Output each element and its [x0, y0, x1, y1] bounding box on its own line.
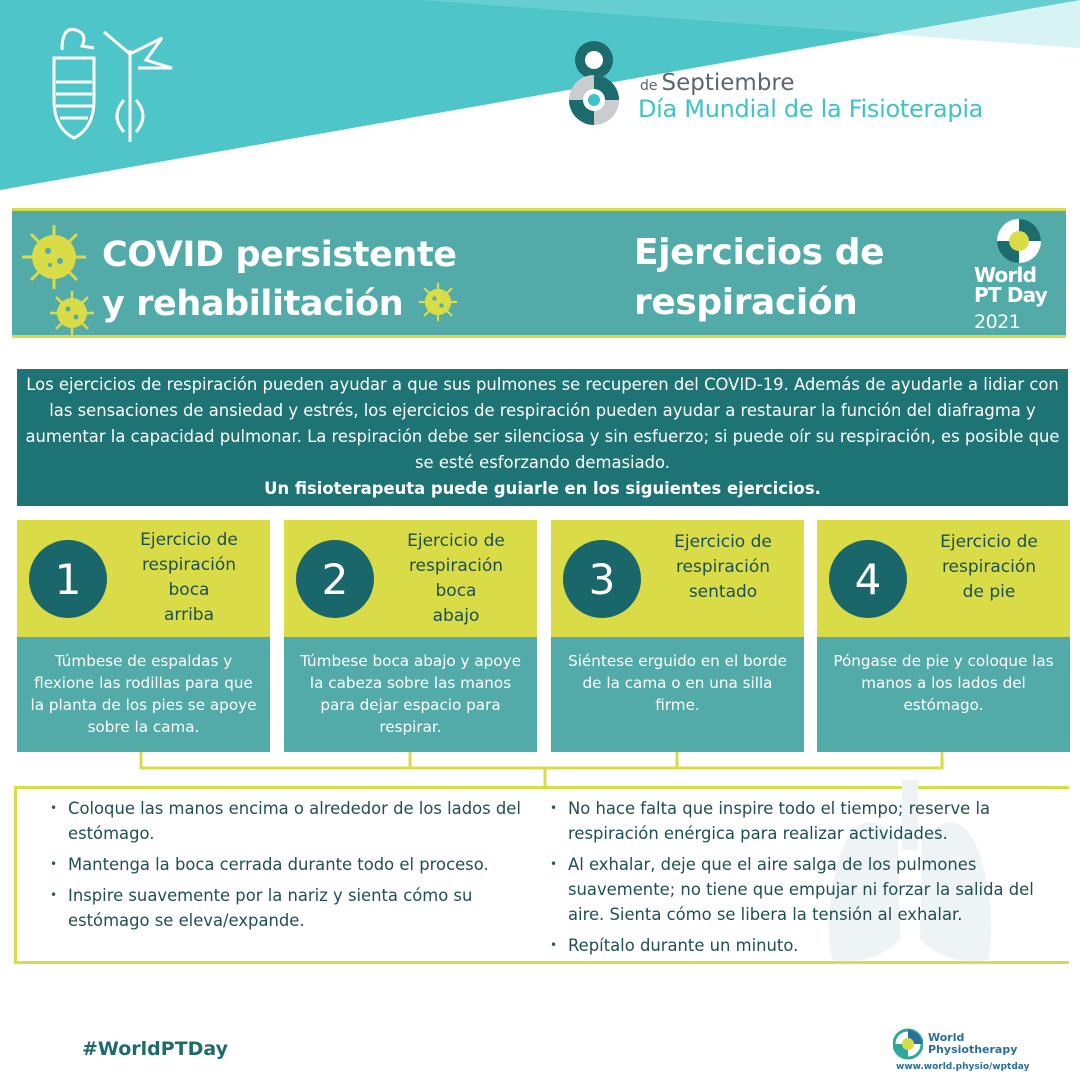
world-pt-day-wordmark [974, 265, 1064, 305]
date-month: Septiembre [661, 70, 795, 96]
hashtag: #WorldPTDay [82, 1038, 229, 1060]
exercise-title-line: abajo [432, 606, 480, 626]
exercise-title-line: Ejercicio de [940, 532, 1038, 552]
exercise-description: Póngase de pie y coloque las manos a los lados del estómago. [833, 652, 1054, 714]
org-name-line2: Physiotherapy [928, 1043, 1018, 1056]
exercise-description: Túmbese de espaldas y flexione las rodillas para que la planta de los pies se apoye sobre la cama. [30, 652, 257, 736]
tip-item: • No hace falta que inspire todo el tiempo; reserve la respiración enérgica para realizar actividades. [550, 796, 1050, 846]
intro-paragraph: Los ejercicios de respiración pueden ayudar a que sus pulmones se recuperen del COVID-19. Además de ayudarle a lidiar con las sensaciones de ansiedad y estrés, los ejercicios de respiración pueden ayudar a restaurar la función del diafragma y aumentar la capacidad pulmonar. La respiración debe ser silenciosa y sin esfuerzo; si puede oír su respiración, es posible que se esté esforzando demasiado. [25, 375, 1060, 472]
exercise-title [113, 528, 265, 628]
banner-title-right-line1: Ejercicios de [634, 232, 885, 273]
exercise-number: 4 [829, 540, 907, 618]
wpt-line1: World [974, 263, 1037, 287]
org-url: www.world.physio/wptday [896, 1062, 1030, 1072]
title-banner [12, 208, 1066, 338]
virus-icon [48, 289, 96, 337]
date-eight-icon [566, 38, 622, 126]
org-name [928, 1032, 1017, 1056]
exercise-number: 3 [563, 540, 641, 618]
exercise-title-line: sentado [688, 582, 758, 602]
tip-item: • Al exhalar, deje que el aire salga de los pulmones suavemente; no tiene que empujar ni forzar la salida del aire. Sienta cómo se libera la tensión al exhalar. [550, 852, 1050, 927]
exercise-title-line: Ejercicio de [407, 531, 505, 551]
intro-box [17, 369, 1068, 506]
exercise-title-line: Ejercicio de [140, 530, 238, 550]
world-pt-day-logo-icon [974, 217, 1064, 265]
banner-title-left-line2: y rehabilitación [102, 284, 404, 324]
tips-right-list [550, 796, 1050, 964]
banner-title-right [634, 228, 884, 328]
tip-item: • Repítalo durante un minuto. [550, 933, 1050, 958]
exercise-description: Siéntese erguido en el borde de la cama o en una silla firme. [568, 652, 787, 714]
exercise-title-line: Ejercicio de [674, 532, 772, 552]
exercise-title-line: de pie [962, 582, 1016, 602]
exercise-title [913, 530, 1065, 605]
tip-item: • Coloque las manos encima o alrededor de los lados del estómago. [50, 796, 540, 846]
banner-title-left-line1: COVID persistente [102, 235, 457, 275]
exercise-number: 2 [296, 540, 374, 618]
exercise-title-line: respiración [675, 557, 771, 577]
intro-bold-line: Un fisioterapeuta puede guiarle en los siguientes ejercicios. [264, 479, 821, 498]
tip-item: • Mantenga la boca cerrada durante todo el proceso. [50, 852, 540, 877]
tips-left-list [50, 796, 540, 939]
world-physiotherapy-logo-icon [893, 1028, 923, 1060]
exercise-card-2 [284, 520, 537, 752]
date-de: de [640, 78, 658, 94]
wpt-line2: PT Day [974, 283, 1047, 307]
exercise-title [647, 530, 799, 605]
exercise-title-line: respiración [941, 557, 1037, 577]
event-title: Día Mundial de la Fisioterapia [638, 95, 984, 123]
banner-title-right-line2: respiración [634, 282, 858, 323]
date-line [640, 70, 795, 96]
exercise-title-line: respiración [141, 555, 237, 575]
exercise-description: Túmbese boca abajo y apoye la cabeza sobre las manos para dejar espacio para respirar. [300, 652, 521, 736]
exercise-title-line: boca [435, 581, 477, 601]
exercise-card-1 [17, 520, 270, 752]
wpt-year: 2021 [974, 311, 1021, 333]
exercise-title-line: arriba [163, 605, 215, 625]
banner-title-left [102, 231, 457, 329]
exercise-title-line: respiración [408, 556, 504, 576]
virus-icon [18, 221, 90, 293]
tip-item: • Inspire suavemente por la nariz y sienta cómo su estómago se eleva/expande. [50, 883, 540, 933]
exercise-title [380, 529, 532, 629]
exercise-number: 1 [29, 540, 107, 618]
crest-logo [42, 20, 192, 145]
exercise-card-3 [551, 520, 804, 752]
org-name-line1: World [928, 1031, 965, 1044]
exercise-card-4 [817, 520, 1070, 752]
exercise-title-line: boca [168, 580, 210, 600]
